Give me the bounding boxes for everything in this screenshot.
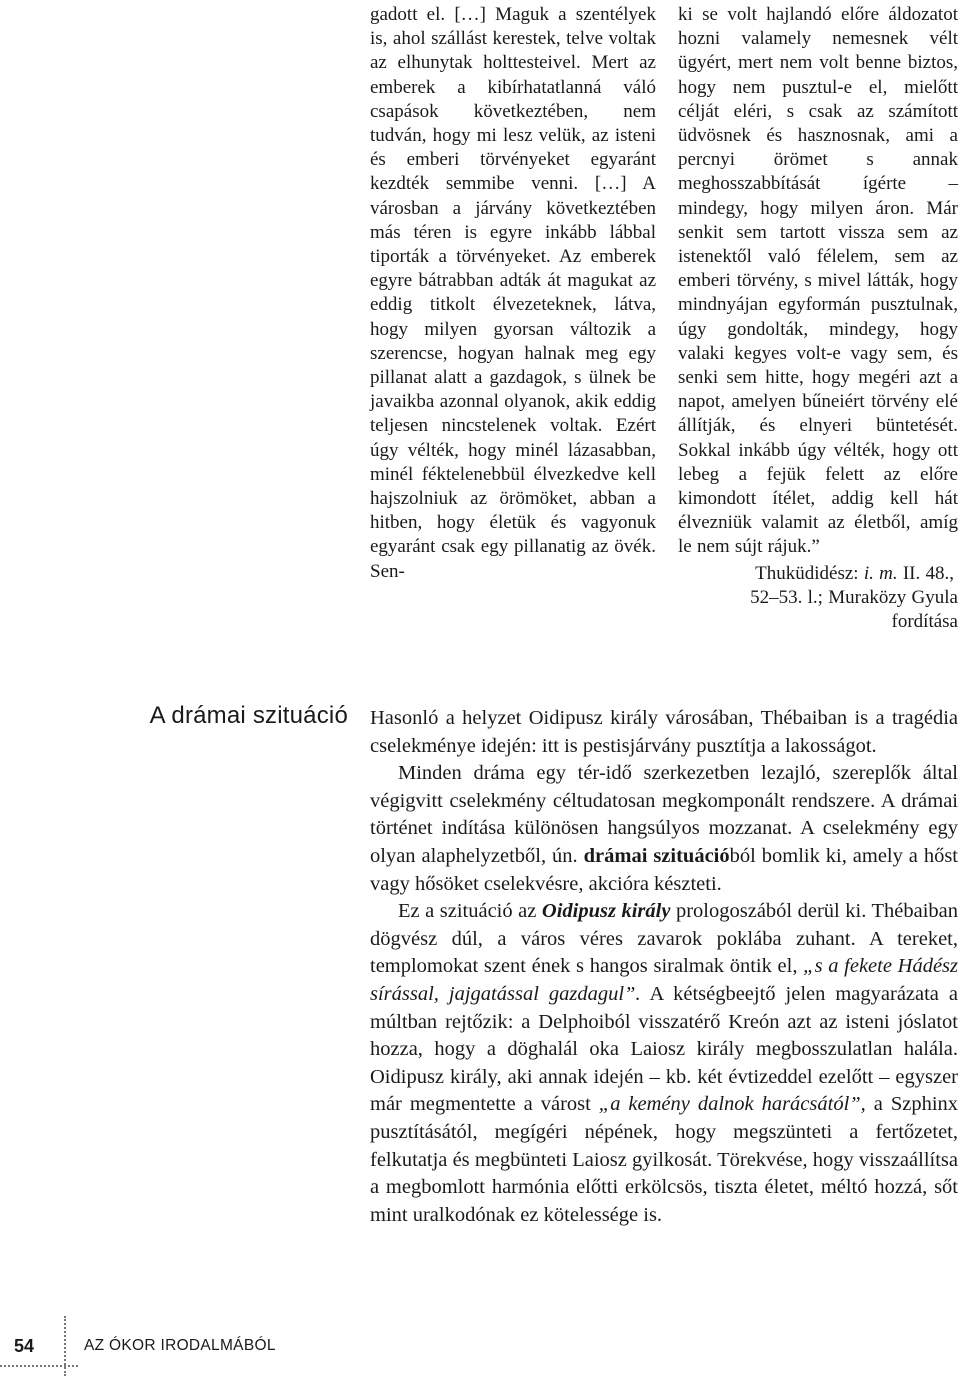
citation-author: Thuküdidész:	[755, 562, 859, 584]
quote-text-right: ki se volt hajlandó előre áldozatot hozni valamely nemesnek vélt ügyért, mert nem volt benne biztos, hogy nem pusztul-e el, mielőtt célját eléri, s csak az számított üdvösnek és hasznosnak, ami a percnyi örömet s annak meghosszabbítását ígérte – mindegy, hogy milyen áron. Már senkit sem tartott vissza sem az istenektől való félelem, sem az emberi törvény, s mivel látták, hogy mindnyájan egyformán pusztulnak, úgy gondolták, mindegy, hogy valaki kegyes volt-e vagy sem, és senki sem hitte, hogy megéri azt a napot, amelyen bűneiért törvény elé állítják, és elnyeri büntetését. Sokkal inkább úgy vélték, hogy ott lebeg a fejük felett az előre kimondott ítélet, addig kell hát élvezniük valamit az életből, amíg le nem sújt rájuk.”	[678, 4, 958, 558]
citation-translator: Muraközy Gyula	[828, 586, 958, 608]
paragraph-2	[370, 760, 958, 898]
footer-dotted-horizontal-rule	[0, 1365, 78, 1367]
quote-dalnok: „a kemény dalnok harácsától”,	[598, 1093, 866, 1116]
citation-translation-label: fordítása	[891, 611, 958, 633]
paragraph-3-c: A kétségbeejtő jelen magyarázata a múltban rejtőzik: a Delphoiból visszatérő Kreón azt az isteni jóslatot hozza, hogy a döghalál oka Laiosz király megbosszulatlan halála. Oidipusz király, aki annak idején – kb. két évtizeddel ezelőtt – egyszer már megmentette a várost	[370, 982, 958, 1116]
quote-column-right	[678, 3, 958, 634]
paragraph-3	[370, 898, 958, 1229]
quote-hadesz: „s a fekete Hádész sírással, jajgatással gazdagul”.	[370, 955, 958, 1005]
work-title-oidipusz: Oidipusz király	[541, 900, 671, 923]
citation-ref: II. 48.,	[902, 562, 954, 584]
citation-pages: 52–53. l.;	[750, 586, 823, 608]
paragraph-2-a: Minden dráma egy tér-idő szerkezetben lezajló, szereplők által végigvitt cselekmény céltudatosan megkomponált rendszere. A drámai történet indítása különösen hangsúlyos mozzanat. A cselekmény egy olyan alaphelyzetből, ún.	[370, 762, 958, 867]
term-dramai-szituacio: drámai szituáció	[583, 844, 730, 867]
page-footer	[0, 1316, 420, 1376]
paragraph-3-a: Ez a szituáció az	[398, 900, 537, 923]
paragraph-2-b: ból bomlik ki, amely a hőst vagy hősöket cselekvésre, akcióra készteti.	[370, 844, 958, 895]
quote-column-left	[370, 3, 656, 584]
running-title: AZ ÓKOR IRODALMÁBÓL	[84, 1337, 276, 1354]
main-body	[370, 705, 958, 1229]
paragraph-1: Hasonló a helyzet Oidipusz király városában, Thébaiban is a tragédia cselekménye idején: itt is pestisjárvány pusztítja a lakosságot.	[370, 707, 958, 757]
quote-text-left: gadott el. […] Maguk a szentélyek is, ahol szállást kerestek, telve voltak az elhunytak holttesteivel. Mert az emberek a kibírhatatlanná váló csapások következtében, nem tudván, hogy mi lesz velük, az isteni és emberi törvényeket egyaránt kezdték semmibe venni. […] A városban a járvány következtében más téren is egyre inkább lábbal tiporták a törvényeket. Az emberek egyre bátrabban adták át magukat az eddig titkolt élvezeteknek, látva, hogy milyen gyorsan változik a szerencse, hogyan halnak meg egy pillanat alatt a gazdagok, s ülnek be javaikba azonnal olyanok, akik eddig teljesen nincstelenek voltak. Ezért úgy vélték, hogy minél lázasabban, minél féktelenebbül élvezkedve kell hajszolniuk az örömöket, abban a hitben, hogy életük és vagyonuk egyaránt csak egy pillanatig az övék. Sen-	[370, 4, 656, 582]
page-number: 54	[14, 1336, 35, 1356]
paragraph-3-b: prologoszából derül ki. Thébaiban dögvész dúl, a város véres zavarok poklába zuhant. A tereket, templomokat szent ének s hangos siralmak öntik el,	[370, 900, 959, 978]
quote-citation	[678, 562, 958, 635]
citation-work: i. m.	[863, 562, 898, 584]
footer-dotted-vertical-rule	[64, 1316, 66, 1376]
paragraph-3-d: a Szphinx pusztításától, megígéri népének, hogy megszünteti a fertőzetet, felkutatja és megbünteti Laiosz gyilkosát. Törekvése, hogy visszaállítsa a megbomlott harmónia előtti erkölcsös, tiszta életet, méltó hozzá, sőt mint uralkodónak ez kötelessége is.	[370, 1093, 959, 1226]
section-heading: A drámai szituáció	[149, 702, 348, 729]
